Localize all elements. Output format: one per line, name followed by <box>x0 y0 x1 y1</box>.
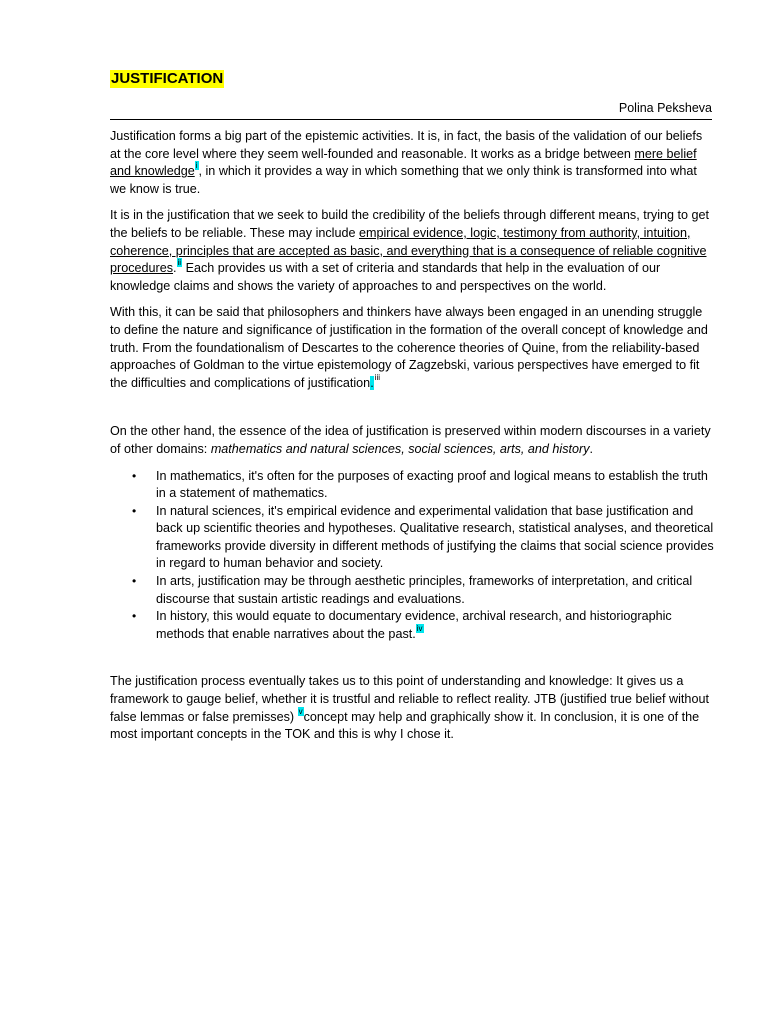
list-item: • In arts, justification may be through aesthetic principles, frameworks of interpretation, and critical discourse that sustain artistic readings and evaluations. <box>132 574 693 606</box>
paragraph-1: Justification forms a big part of the epistemic activities. It is, in fact, the basis of the validation of our beliefs at the core level where they seem well-founded and reasonable. It works as a bridge between mere belief and knowledge$^i$, in which it provides a way in which something that we only think is transformed into what we know is true. <box>110 129 703 196</box>
bullet-icon: • <box>132 468 137 483</box>
footnote-ref-i[interactable]: i <box>195 161 198 171</box>
document-body <box>110 128 714 753</box>
italic-domains: mathematics and natural sciences, social sciences, arts, and history <box>210 441 590 456</box>
underlined-text: empirical evidence, logic, testimony from authority, intuition, coherence, principles that are accepted as basic, and everything that is a consequence of reliable cognitive procedures <box>110 225 707 276</box>
list-item: • In history, this would equate to documentary evidence, archival research, and historiographic methods that enable narratives about the past.$^{iv}$ <box>132 609 672 641</box>
bullet-icon: • <box>132 503 137 518</box>
footnote-ref-iii[interactable]: iii <box>374 372 381 382</box>
document-title: JUSTIFICATION <box>111 70 224 87</box>
footnote-ref-iv[interactable]: iv <box>416 623 423 633</box>
author-name: Polina Peksheva <box>618 101 712 115</box>
header-rule <box>110 119 712 120</box>
footnote-ref-v[interactable]: v <box>298 706 303 716</box>
footnote-ref-ii[interactable]: ii <box>177 258 182 268</box>
bullet-icon: • <box>132 609 137 624</box>
bullet-icon: • <box>132 574 137 589</box>
domain-bullet-list <box>110 468 714 644</box>
paragraph-4: On the other hand, the essence of the idea of justification is preserved within modern discourses in a variety of other domains: mathematics and natural sciences, social sciences, arts, and history. <box>110 424 711 456</box>
list-item: • In mathematics, it's often for the purposes of exacting proof and logical means to establish the truth in a statement of mathematics. <box>132 468 708 501</box>
list-item: • In natural sciences, it's empirical evidence and experimental validation that base justification and back up scientific theories and hypotheses. Qualitative research, statistical analyses, and theoretical frameworks provide diversity in different methods of justifying the claims that social science provides in regard to human behavior and society. <box>132 503 714 571</box>
underlined-text: mere belief and knowledge <box>110 146 697 179</box>
highlighted-period: . <box>370 375 374 390</box>
paragraph-3: With this, it can be said that philosophers and thinkers have always been engaged in an unending struggle to define the nature and significance of justification in the formation of the overall concept of knowledge and truth. From the foundationalism of Descartes to the coherence theories of Quine, from the reliability-based approaches of Goldman to the virtue epistemology of Zagzebski, various perspectives have emerged to fit the difficulties and complications of justification.$^{iii}$ <box>110 305 708 390</box>
paragraph-5: The justification process eventually takes us to this point of understanding and knowledge: It gives us a framework to gauge belief, whether it is trustful and reliable to reflect reality. JTB (justified true belief without false lemmas or false premisses) $^v$concept may help and graphically show it. In conclusion, it is one of the most important concepts in the TOK and this is why I chose it. <box>110 674 709 742</box>
paragraph-2: It is in the justification that we seek to build the credibility of the beliefs through different means, trying to get the beliefs to be reliable. These may include empirical evidence, logic, testimony from authority, intuition, coherence, principles that are accepted as basic, and everything that is a consequence of reliable cognitive procedures.$^{ii}$ Each provides us with a set of criteria and standards that help in the evaluation of our knowledge claims and shows the variety of approaches to and perspectives on the world. <box>110 208 710 293</box>
